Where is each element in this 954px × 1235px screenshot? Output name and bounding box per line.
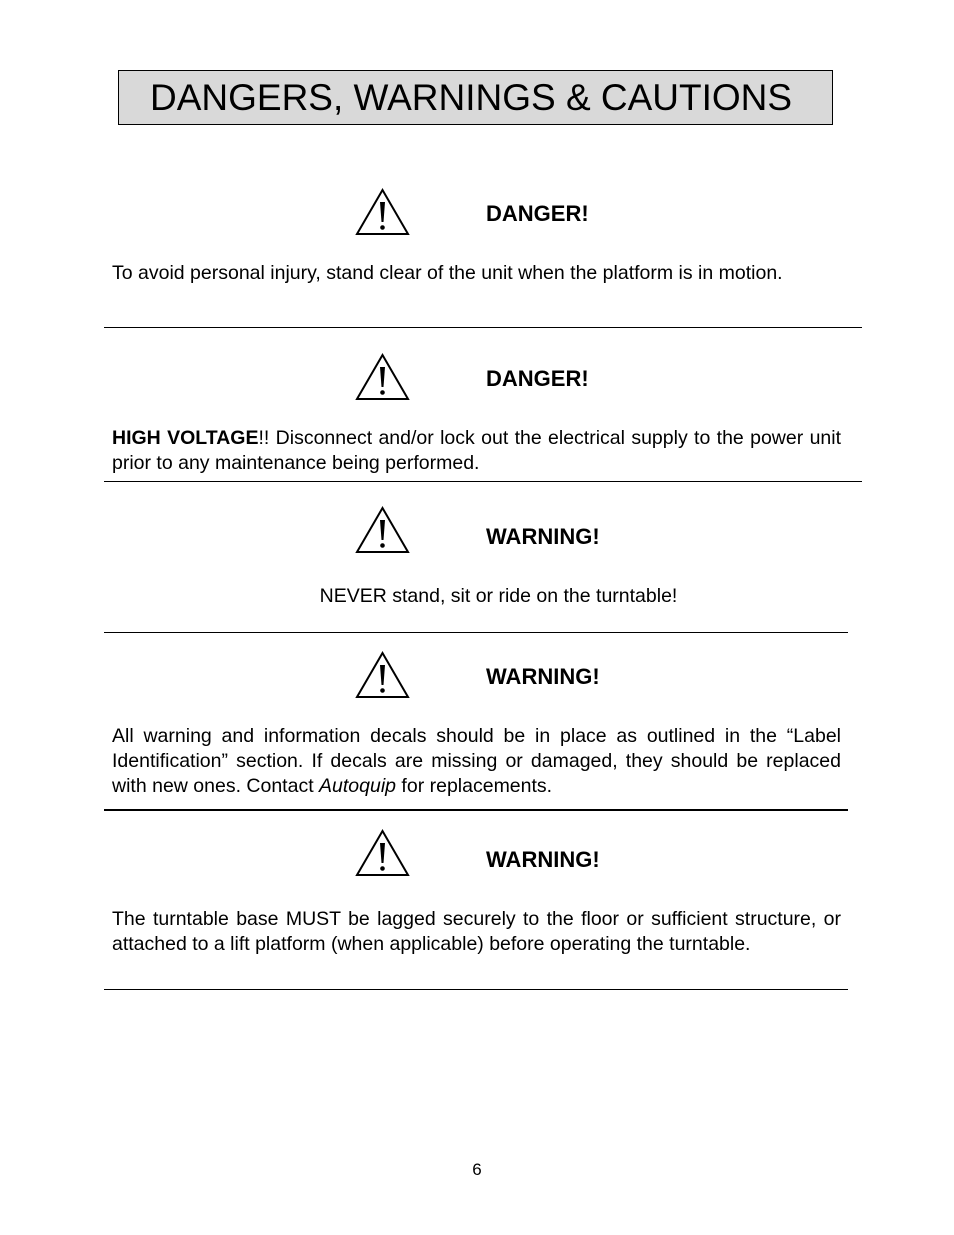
section-5-text: The turntable base MUST be lagged securely to the floor or sufficient structure, or attached to a lift platform (when applicable) before operating the turntable. [112,908,841,955]
section-4-body-end: for replacements. [396,775,553,797]
section-divider [104,809,848,811]
company-name: Autoquip [319,775,397,797]
section-divider [104,327,862,328]
page-title-box [118,70,833,125]
section-4-text [112,724,841,799]
warning-triangle-icon [355,506,410,554]
section-5-heading: WARNING! [486,847,600,872]
section-1-text: To avoid personal injury, stand clear of the unit when the platform is in motion. [112,262,783,284]
warning-triangle-icon [355,353,410,401]
section-divider [104,989,848,990]
section-1-heading: DANGER! [486,201,589,226]
section-3-text: NEVER stand, sit or ride on the turntable! [319,585,678,607]
section-4-body: All warning and information decals should be in place as outlined in the “Label Identification” section. If decals are missing or damaged, they should be replaced with new ones. Contact [112,725,841,797]
warning-triangle-icon [355,829,410,877]
section-divider [104,481,862,482]
section-2-body: !! Disconnect and/or lock out the electrical supply to the power unit prior to any maintenance being performed. [112,427,842,474]
section-3-heading: WARNING! [486,524,600,549]
section-4-heading: WARNING! [486,664,600,689]
high-voltage-label: HIGH VOLTAGE [112,427,259,449]
section-2-heading: DANGER! [486,366,589,391]
section-divider [104,632,848,633]
page-title: DANGERS, WARNINGS & CAUTIONS [150,77,793,118]
page-number: 6 [472,1160,482,1179]
section-2-text [112,426,841,476]
warning-triangle-icon [355,651,410,699]
warning-triangle-icon [355,188,410,236]
